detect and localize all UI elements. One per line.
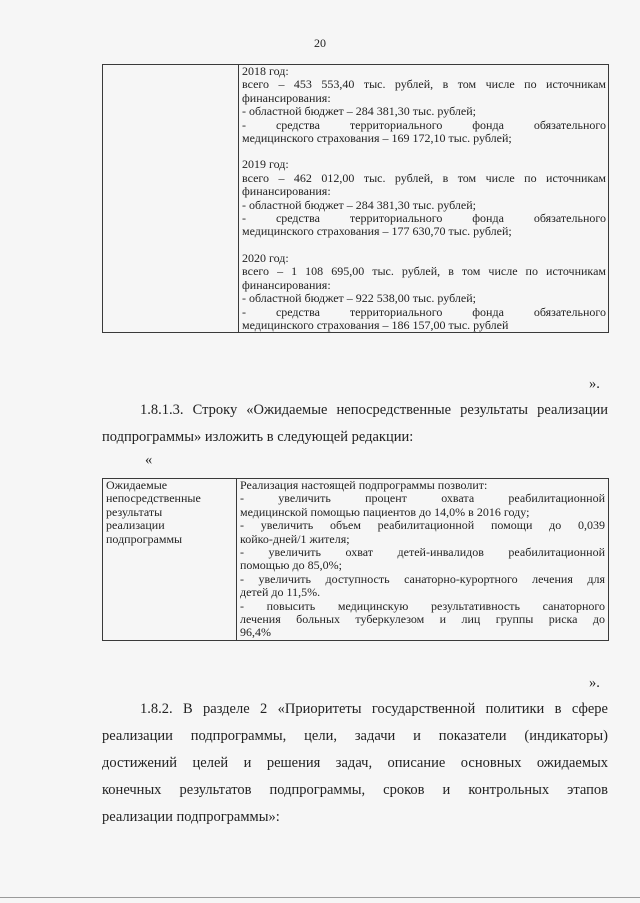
result-item [240, 573, 605, 600]
label-line: подпрограммы [106, 531, 183, 546]
label-line: результаты [106, 504, 163, 519]
opening-quote: « [145, 452, 153, 468]
results-label-cell [103, 479, 237, 641]
paragraph-line: реализации подпрограммы»: [102, 809, 280, 825]
paragraph-line: конечных результатов подпрограммы, сроков и контрольных этапов [102, 782, 608, 798]
fund-line-1: - средства территориального фонда обязательного [242, 304, 606, 319]
result-line: - увеличить доступность санаторно-курортного лечения для [240, 571, 605, 586]
regional-budget: - областной бюджет – 284 381,30 тыс. рублей; [242, 197, 476, 212]
result-line: койко-дней/1 жителя; [240, 531, 350, 546]
regional-budget: - областной бюджет – 284 381,30 тыс. рублей; [242, 104, 476, 119]
result-line: детей до 11,5%. [240, 585, 321, 600]
funding-closing-quote: ». [589, 376, 600, 392]
fund-line-2: медицинского страхования – 169 172,10 тыс. рублей; [242, 131, 512, 146]
page-bottom-edge [0, 897, 640, 898]
table-row [103, 65, 609, 333]
funding-table [102, 64, 609, 333]
result-line: помощью до 85,0%; [240, 558, 342, 573]
results-values-cell [237, 479, 609, 641]
result-line: - повысить медицинскую результативность санаторного [240, 598, 605, 613]
total-amount: всего – 1 108 695,00 тыс. рублей, в том числе по источникам [242, 264, 606, 279]
total-amount-cont: финансирования: [242, 184, 331, 199]
funding-values-cell [239, 65, 609, 333]
total-amount: всего – 462 012,00 тыс. рублей, в том числе по источникам [242, 170, 606, 185]
funding-year-2018 [242, 65, 606, 145]
fund-line-2: медицинского страхования – 177 630,70 тыс. рублей; [242, 224, 512, 239]
funding-year-2020 [242, 252, 606, 332]
paragraph-line: 1.8.1.3. Строку «Ожидаемые непосредственные результаты реализации [140, 402, 608, 418]
label-line: Ожидаемые [106, 478, 168, 492]
year-label: 2020 год: [242, 250, 289, 265]
paragraph-line: подпрограммы» изложить в следующей редакции: [102, 429, 414, 445]
paragraph-1-8-2 [102, 696, 608, 831]
results-intro: Реализация настоящей подпрограммы позволит: [240, 478, 488, 492]
table-row [103, 479, 609, 641]
label-line: непосредственные [106, 491, 201, 506]
funding-label-cell [103, 65, 239, 333]
paragraph-line: достижений целей и решения задач, описание основных ожидаемых [102, 755, 608, 771]
total-amount: всего – 453 553,40 тыс. рублей, в том числе по источникам [242, 77, 606, 92]
results-table [102, 478, 609, 641]
fund-line-1: - средства территориального фонда обязательного [242, 211, 606, 226]
total-amount-cont: финансирования: [242, 277, 331, 292]
result-line: - увеличить объем реабилитационной помощи до 0,039 [240, 518, 605, 533]
result-line: медицинской помощью пациентов до 14,0% в 2016 году; [240, 504, 530, 519]
result-line: - увеличить процент охвата реабилитационной [240, 491, 605, 506]
result-item [240, 492, 605, 519]
year-label: 2019 год: [242, 157, 289, 172]
result-item [240, 546, 605, 573]
funding-year-2019 [242, 158, 606, 238]
result-line: - увеличить охват детей-инвалидов реабилитационной [240, 545, 605, 560]
paragraph-line: 1.8.2. В разделе 2 «Приоритеты государственной политики в сфере [140, 701, 608, 717]
total-amount-cont: финансирования: [242, 90, 331, 105]
results-closing-quote: ». [589, 675, 600, 691]
fund-line-1: - средства территориального фонда обязательного [242, 117, 606, 132]
year-label: 2018 год: [242, 64, 289, 78]
paragraph-1-8-1-3 [102, 397, 608, 451]
result-item [240, 600, 605, 640]
result-line: 96,4% [240, 625, 271, 640]
page-number: 20 [314, 36, 326, 50]
label-line: реализации [106, 518, 165, 533]
result-item [240, 519, 605, 546]
regional-budget: - областной бюджет – 922 538,00 тыс. рублей; [242, 291, 476, 306]
result-line: лечения больных туберкулезом и лиц группы риска до [240, 612, 605, 627]
paragraph-line: реализации подпрограммы, цели, задачи и показатели (индикаторы) [102, 728, 608, 744]
fund-line-2: медицинского страхования – 186 157,00 тыс. рублей [242, 317, 509, 332]
